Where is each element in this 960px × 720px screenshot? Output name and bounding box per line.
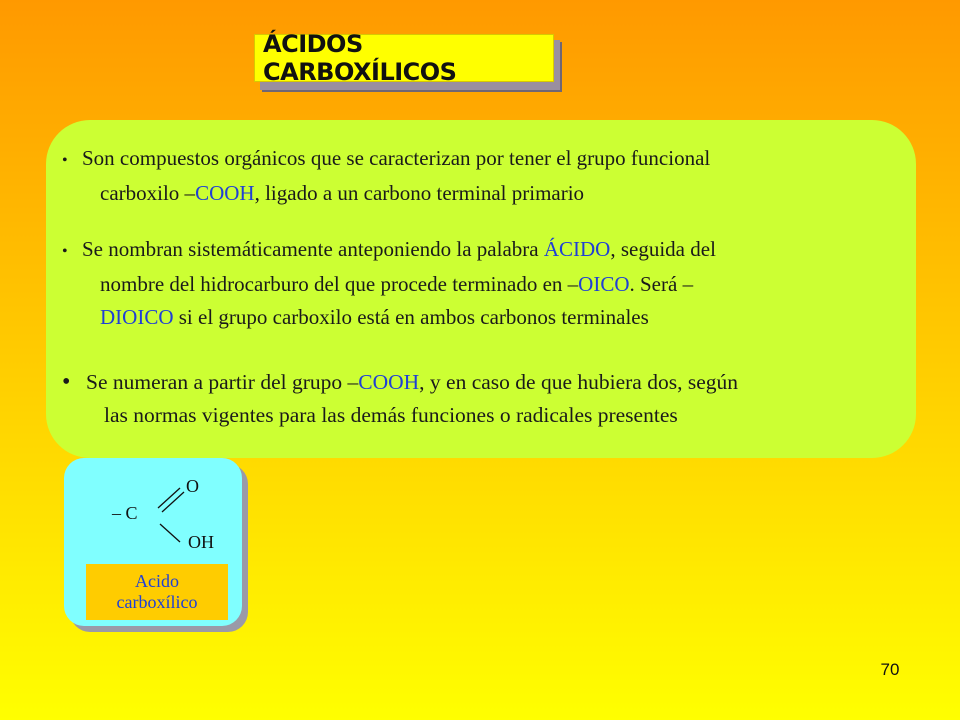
bullet-3-line2: las normas vigentes para las demás funciones o radicales presentes: [104, 403, 678, 427]
bullet-dot-icon: •: [62, 369, 71, 395]
bullet-1-line1: Son compuestos orgánicos que se caracterizan por tener el grupo funcional: [82, 146, 711, 170]
page-number: 70: [880, 660, 900, 679]
hydroxyl-label: OH: [188, 532, 214, 552]
bullet-1-line2: [62, 177, 902, 210]
bullet-2-highlight: ÁCIDO: [543, 237, 611, 261]
oxygen-label: O: [186, 476, 199, 496]
bullet-dot-icon: •: [62, 152, 68, 169]
bullet-3-text: Se numeran a partir del grupo –: [86, 370, 359, 394]
bullet-2-text: si el grupo carboxilo está en ambos carbonos terminales: [173, 305, 649, 329]
bullet-2-text: , seguida del: [610, 237, 716, 261]
bullet-3-text: , y en caso de que hubiera dos, según: [419, 370, 738, 394]
single-bond-line: [160, 524, 180, 542]
bullet-1-text: , ligado a un carbono terminal primario: [254, 181, 585, 205]
bullet-1-highlight: COOH: [195, 181, 255, 205]
bullet-2-line3: [62, 301, 902, 334]
bullet-2-text: Se nombran sistemáticamente anteponiendo la palabra: [82, 237, 544, 261]
caption-box: [86, 564, 228, 620]
bullet-3-highlight: COOH: [358, 370, 420, 394]
title-box: [254, 30, 554, 86]
bullet-2-highlight: OICO: [578, 272, 630, 296]
carboxyl-bonds-icon: [150, 480, 190, 550]
bullet-2-line2: [62, 268, 902, 301]
bullet-2: [62, 233, 902, 334]
bullet-1-text: carboxilo –: [100, 181, 196, 205]
bullet-2-text: . Será –: [629, 272, 694, 296]
caption-line-1: Acido: [135, 571, 179, 591]
bullet-dot-icon: •: [62, 243, 68, 260]
carbon-label: – C: [112, 503, 138, 523]
bullet-2-highlight: DIOICO: [100, 305, 174, 329]
caption-line-2: carboxílico: [116, 592, 198, 612]
bullet-1: [62, 142, 902, 210]
bullet-2-text: nombre del hidrocarburo del que procede terminado en –: [100, 272, 579, 296]
bullet-3: [62, 366, 912, 432]
page-title: ÁCIDOS CARBOXÍLICOS: [263, 30, 457, 86]
